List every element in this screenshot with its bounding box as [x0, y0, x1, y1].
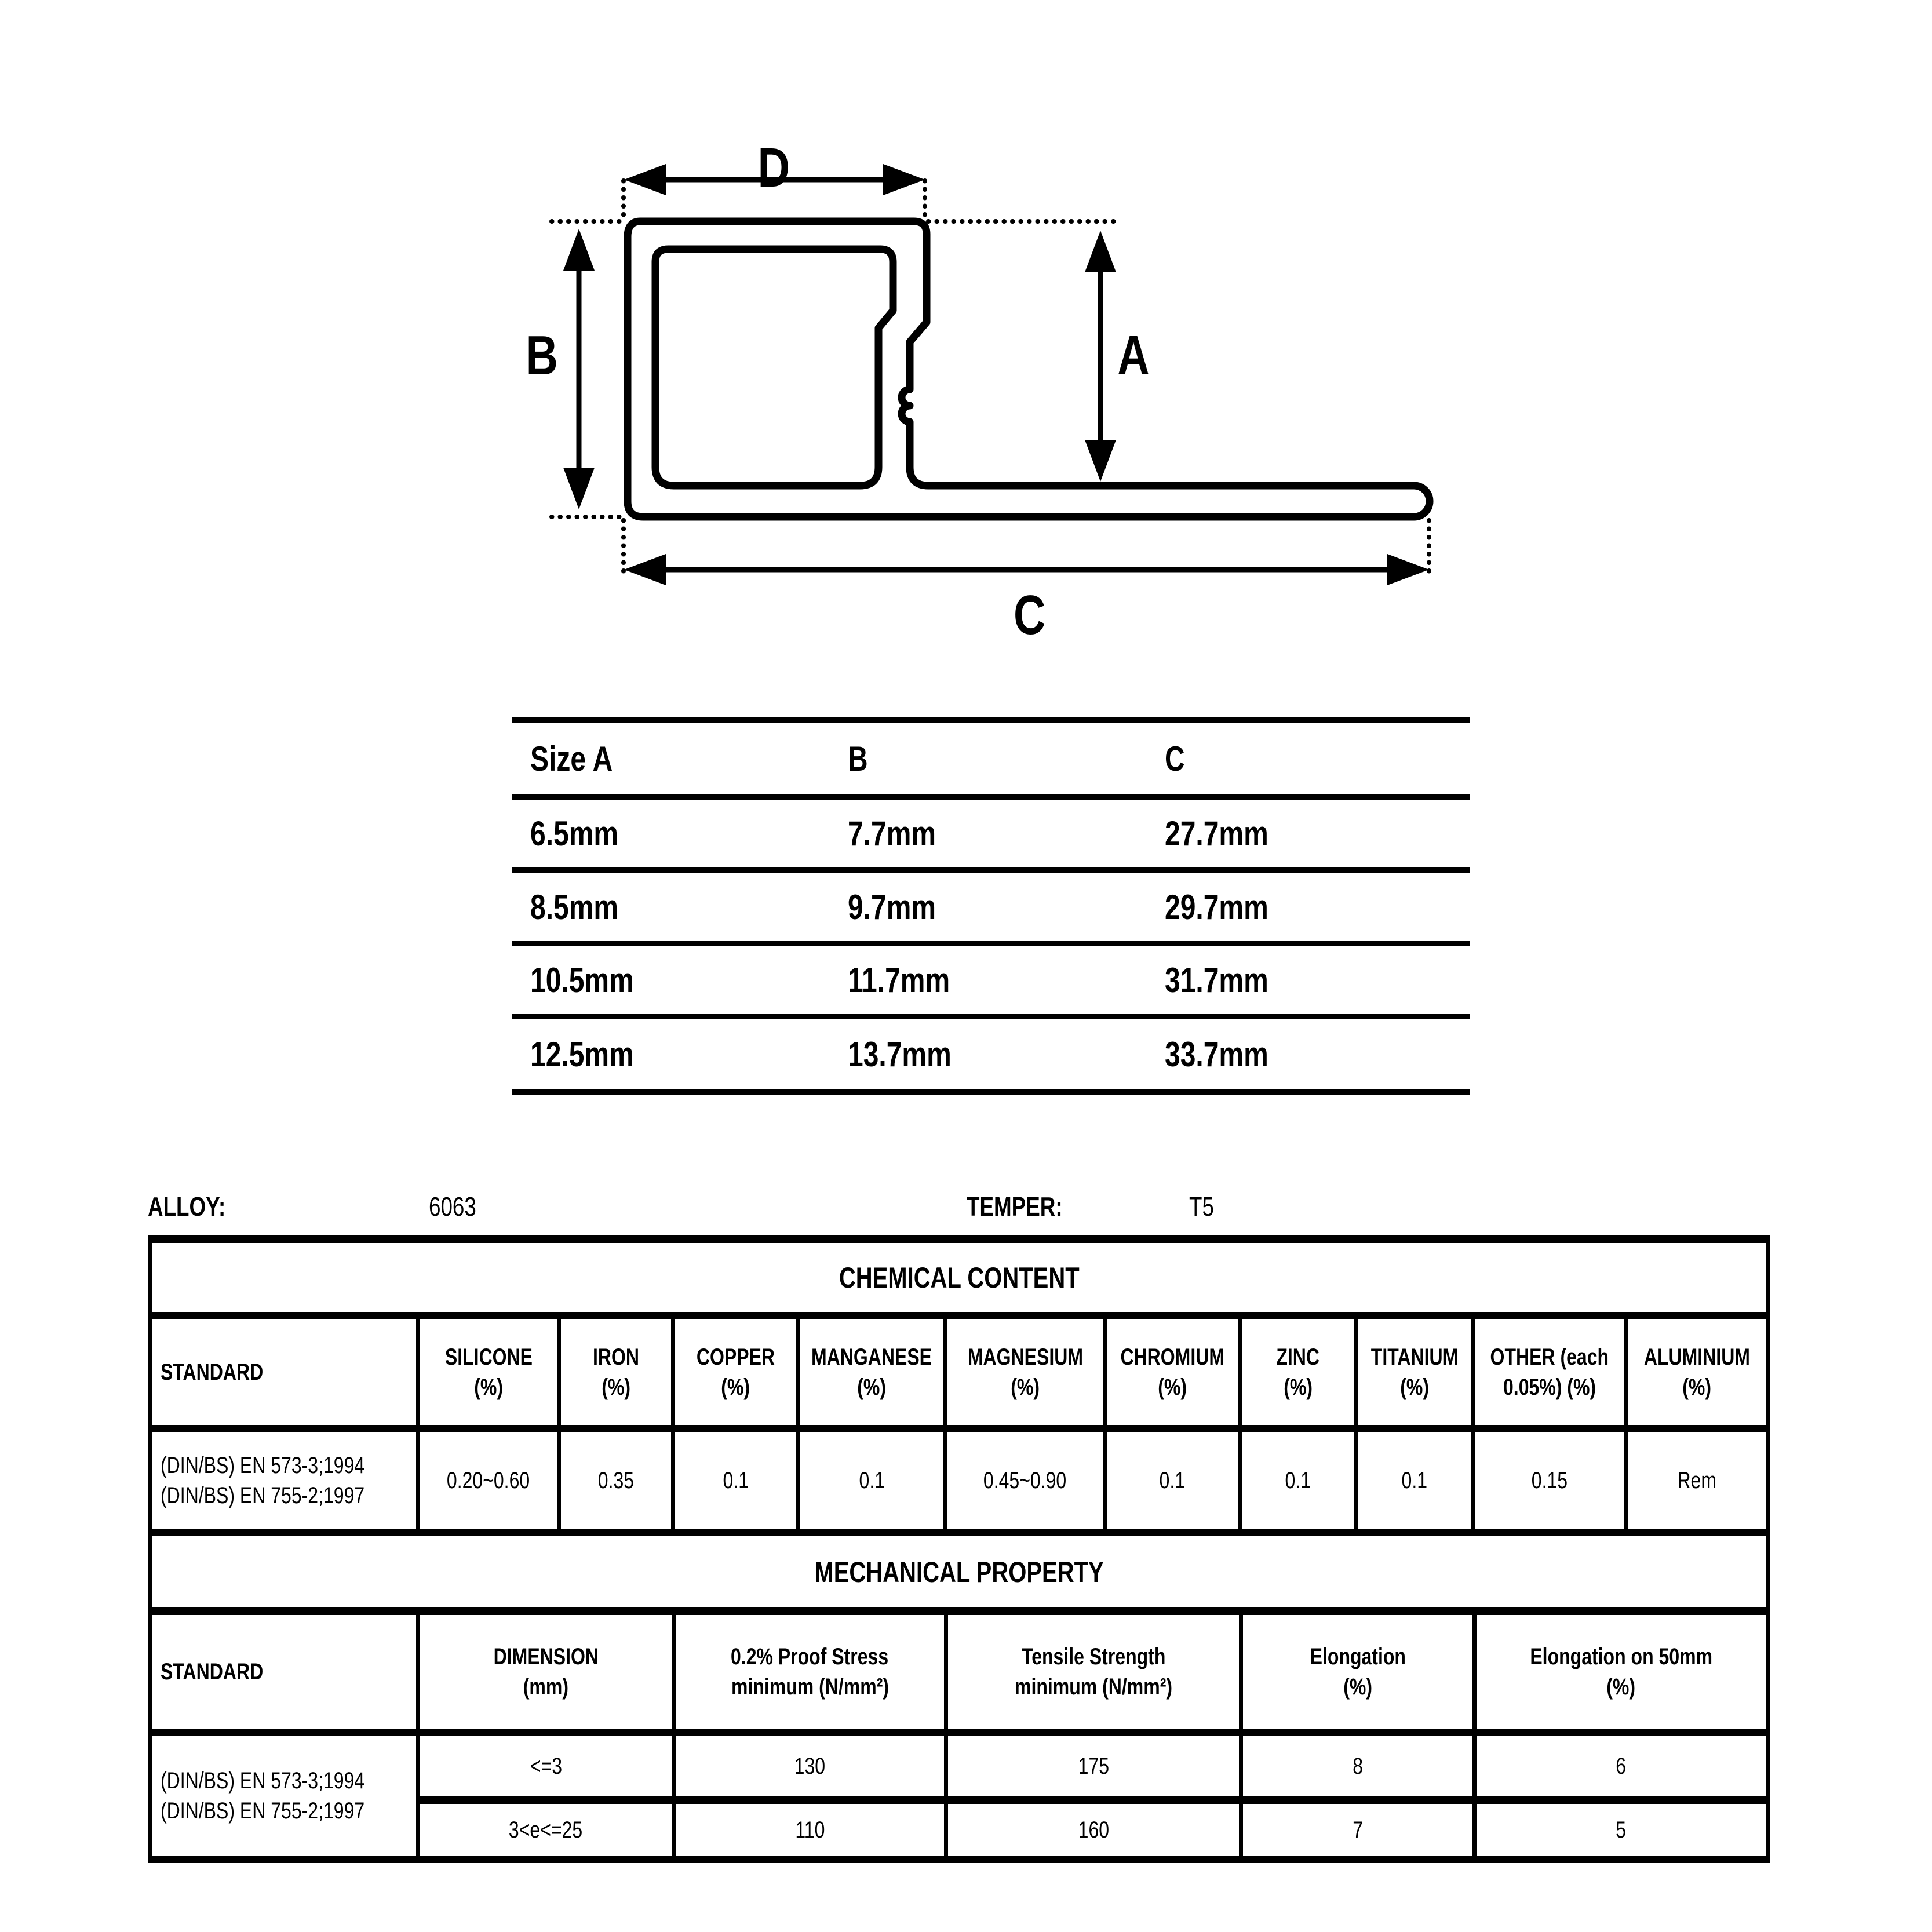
size-b-value: 11.7mm: [848, 961, 950, 1000]
size-b-value: 9.7mm: [848, 887, 936, 927]
size-c-value: 29.7mm: [1165, 887, 1268, 927]
arrowhead-icon: [624, 164, 666, 195]
chem-copper-value: 0.1: [675, 1432, 800, 1529]
chem-standard-value: (DIN/BS) EN 573-3;1994 (DIN/BS) EN 755-2;1997: [152, 1432, 420, 1529]
alloy-label: ALLOY:: [148, 1191, 226, 1222]
size-a-value: 6.5mm: [530, 814, 619, 853]
size-a-value: 12.5mm: [530, 1035, 634, 1074]
chem-titanium-value: 0.1: [1358, 1432, 1475, 1529]
size-c-value: 33.7mm: [1165, 1035, 1268, 1074]
arrowhead-icon: [883, 164, 925, 195]
size-table-row: [512, 946, 1470, 1019]
chem-header-titanium: TITANIUM (%): [1358, 1319, 1475, 1425]
dimension-label-a: A: [1117, 324, 1150, 387]
dimension-arrow-a: [1085, 231, 1116, 482]
arrowhead-icon: [563, 468, 595, 509]
size-b-value: 13.7mm: [848, 1035, 952, 1074]
size-a-value: 10.5mm: [530, 961, 634, 1000]
chem-header-standard: STANDARD: [152, 1319, 420, 1425]
mech-header-elongation: Elongation (%): [1243, 1615, 1477, 1729]
chemical-data-row: [152, 1432, 1766, 1536]
chem-header-zinc: ZINC (%): [1242, 1319, 1358, 1425]
mech-tensile-value: 175: [948, 1736, 1243, 1796]
chem-iron-value: 0.35: [561, 1432, 675, 1529]
chem-magnesium-value: 0.45~0.90: [947, 1432, 1107, 1529]
mechanical-property-title: MECHANICAL PROPERTY: [814, 1555, 1104, 1588]
chem-zinc-value: 0.1: [1242, 1432, 1358, 1529]
size-table-row: [512, 1019, 1470, 1089]
mech-header-elongation-50mm: Elongation on 50mm (%): [1530, 1644, 1712, 1700]
chem-header-other: OTHER (each 0.05%) (%): [1475, 1319, 1628, 1425]
mech-header-standard: STANDARD: [152, 1615, 420, 1729]
mech-proof-stress-value: 110: [676, 1804, 948, 1856]
chem-header-manganese: MANGANESE (%): [800, 1319, 947, 1425]
chemical-header-row: [152, 1319, 1766, 1432]
mech-elongation-50mm-value: 6: [1616, 1754, 1627, 1779]
dimension-label-d: D: [757, 136, 790, 199]
chem-header-iron: IRON (%): [561, 1319, 675, 1425]
size-table-row: [512, 873, 1470, 946]
mech-dimension-value: <=3: [420, 1736, 676, 1796]
size-col-header-c: C: [1165, 739, 1185, 778]
arrowhead-icon: [624, 554, 666, 585]
temper-value: T5: [1189, 1191, 1214, 1222]
size-c-value: 27.7mm: [1165, 814, 1268, 853]
size-table: [512, 717, 1470, 1095]
mech-proof-stress-value: 130: [676, 1736, 948, 1796]
dimension-label-c: C: [1014, 584, 1046, 646]
mech-data-row: [420, 1804, 1766, 1856]
size-b-value: 7.7mm: [848, 814, 936, 853]
chem-header-magnesium: MAGNESIUM (%): [947, 1319, 1107, 1425]
size-c-value: 31.7mm: [1165, 961, 1268, 1000]
chem-silicone-value: 0.20~0.60: [420, 1432, 561, 1529]
temper-label: TEMPER:: [967, 1191, 1063, 1222]
alloy-value: 6063: [429, 1191, 476, 1222]
mechanical-property-band: [152, 1536, 1766, 1615]
mechanical-data-rows: [152, 1736, 1766, 1856]
mech-elongation-value: 8: [1243, 1736, 1477, 1796]
size-table-header-row: [512, 723, 1470, 800]
size-table-row: [512, 800, 1470, 873]
chem-header-copper: COPPER (%): [675, 1319, 800, 1425]
chem-header-silicone: SILICONE (%): [420, 1319, 561, 1425]
dimension-label-b: B: [526, 324, 558, 387]
chem-manganese-value: 0.1: [800, 1432, 947, 1529]
profile-inner-outline: [655, 249, 893, 486]
mechanical-header-row: [152, 1615, 1766, 1736]
chem-other-value: 0.15: [1475, 1432, 1628, 1529]
arrowhead-icon: [563, 229, 595, 271]
chem-aluminium-value: Rem: [1677, 1468, 1717, 1493]
dimension-arrow-b: [563, 229, 595, 509]
arrowhead-icon: [1085, 231, 1116, 272]
profile-diagram: [0, 0, 1932, 666]
mech-elongation-value: 7: [1243, 1804, 1477, 1856]
chem-header-chromium: CHROMIUM (%): [1107, 1319, 1242, 1425]
mech-standard-value: (DIN/BS) EN 573-3;1994 (DIN/BS) EN 755-2;1997: [152, 1736, 420, 1856]
size-a-value: 8.5mm: [530, 887, 619, 927]
mech-tensile-value: 160: [948, 1804, 1243, 1856]
dimension-arrow-c: [624, 554, 1429, 585]
chem-header-aluminium: ALUMINIUM (%): [1643, 1344, 1751, 1400]
spec-table: [148, 1235, 1770, 1863]
mech-dimension-value: 3<e<=25: [420, 1804, 676, 1856]
arrowhead-icon: [1387, 554, 1429, 585]
mech-header-dimension: DIMENSION (mm): [420, 1615, 676, 1729]
mech-elongation-50mm-value: 5: [1616, 1817, 1627, 1843]
mech-header-proof-stress: 0.2% Proof Stress minimum (N/mm²): [676, 1615, 948, 1729]
chem-chromium-value: 0.1: [1107, 1432, 1242, 1529]
mech-header-tensile-strength: Tensile Strength minimum (N/mm²): [948, 1615, 1243, 1729]
size-col-header-b: B: [848, 739, 868, 778]
size-col-header-a: Size A: [530, 739, 613, 778]
mech-data-row: [420, 1736, 1766, 1804]
arrowhead-icon: [1085, 440, 1116, 482]
chemical-content-title: CHEMICAL CONTENT: [839, 1261, 1080, 1294]
chemical-content-band: [152, 1243, 1766, 1319]
